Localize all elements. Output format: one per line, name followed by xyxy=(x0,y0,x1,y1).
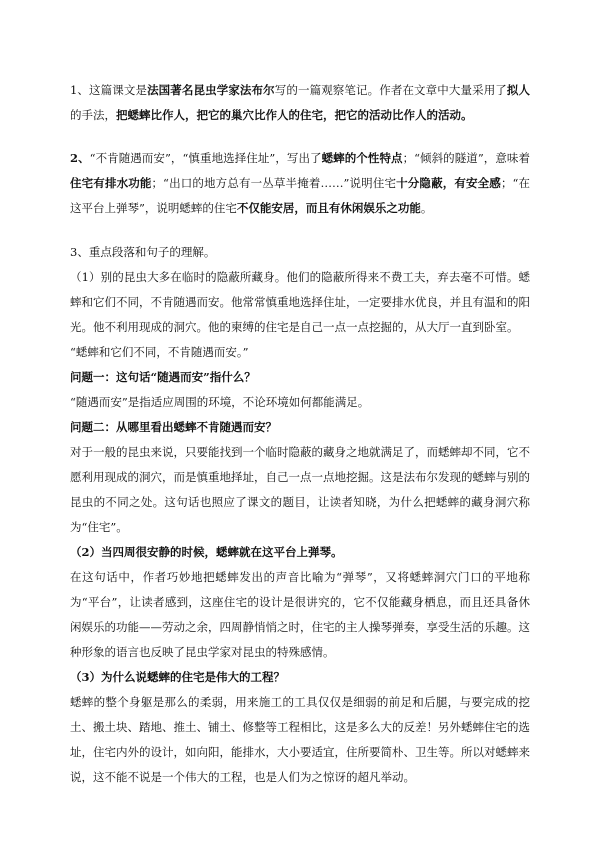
text-run: 的手法， xyxy=(70,108,116,122)
text-run: “不肯随遇而安”，“慎重地选择住址”，写出了 xyxy=(89,151,322,165)
text-run: ；“倾斜的隧道”，意味着 xyxy=(402,151,530,165)
question-two: 问题二：从哪里看出蟋蟀不肯随遇而安？ xyxy=(70,420,277,434)
question-one: 问题一：这句话“随遇而安”指什么？ xyxy=(70,370,256,384)
section-3-heading: 3、重点段落和句子的理解。 xyxy=(70,245,216,259)
text-run: 。 xyxy=(420,201,433,215)
personification-highlight: 把蟋蟀比作人，把它的巢穴比作人的住宅，把它的活动比作人的活动。 xyxy=(116,108,473,122)
leisure-highlight: 不仅能安居，而且有休闲娱乐之功能 xyxy=(236,201,421,215)
subheading-3: （3）为什么说蟋蟀的住宅是伟大的工程？ xyxy=(70,670,285,684)
answer-one: “随遇而安”是指适应周围的环境，不论环境如何都能满足。 xyxy=(70,395,370,409)
drainage-highlight: 住宅有排水功能 xyxy=(70,176,152,190)
text-run: 1、这篇课文是 xyxy=(70,83,148,97)
paragraph-2 xyxy=(70,146,530,221)
hidden-highlight: 十分隐蔽，有安全感 xyxy=(396,176,501,190)
paragraph-1 xyxy=(70,78,530,128)
author-highlight: 法国著名昆虫学家法布尔 xyxy=(147,83,275,97)
answer-two: 对于一般的昆虫来说，只要能找到一个临时隐蔽的藏身之地就满足了，而蟋蟀却不同，它不愿利用现成的洞穴，而是慎重地择址，自己一点一点地挖掘。这是法布尔发现的蟋蟀与别的昆虫的不同之处。这句话也照应了课文的题目，让读者知晓，为什么把蟋蟀的藏身洞穴称为“住宅”。 xyxy=(70,445,530,534)
answer-four: 蟋蟀的整个身躯是那么的柔弱，用来施工的工具仅仅是细弱的前足和后腿，与要完成的挖土、搬土块、踏地、推土、铺土、修整等工程相比，这是多么大的反差！另外蟋蟀住宅的选址，住宅内外的设计，如向阳，能排水，大小要适宜，住所要简朴、卫生等。所以对蟋蟀来说，这不能不说是一个伟大的工程，也是人们为之惊讶的超凡举动。 xyxy=(70,695,530,784)
passage-paragraph: （1）别的昆虫大多在临时的隐蔽所藏身。他们的隐蔽所得来不费工夫，弃去毫不可惜。蟋蟀和它们不同，不肯随遇而安。他常常慎重地选择住址，一定要排水优良，并且有温和的阳光。他不利用现成的洞穴。他的柬缚的住宅是自己一点一点挖掘的，从大厅一直到卧室。 xyxy=(70,270,530,334)
document-page xyxy=(70,78,530,790)
text-run: 写的一篇观察笔记。作者在文章中大量采用了 xyxy=(274,83,507,97)
trait-highlight: 蟋蟀的个性特点 xyxy=(321,151,403,165)
subheading-2: （2）当四周很安静的时候，蟋蟀就在这平台上弹琴。 xyxy=(70,545,343,559)
text-run: ；“出口的地方总有一丛草半掩着……”说明住宅 xyxy=(151,176,397,190)
text-run: ；“在这平台上弹琴”，说明蟋蟀的住宅 xyxy=(70,176,530,215)
item-number: 2、 xyxy=(70,151,90,165)
technique-highlight: 拟人 xyxy=(506,83,531,97)
answer-three: 在这句话中，作者巧妙地把蟋蟀发出的声音比喻为“弹琴”，又将蟋蟀洞穴门口的平地称为“平台”，让读者感到，这座住宅的设计是很讲究的，它不仅能藏身栖息，而且还具备休闲娱乐的功能——劳动之余，四周静悄悄之时，住宅的主人操琴弹奏，享受生活的乐趣。这种形象的语言也反映了昆虫学家对昆虫的特殊感情。 xyxy=(70,570,530,659)
quote-line: “蟋蟀和它们不同，不肯随遇而安。” xyxy=(70,345,249,359)
